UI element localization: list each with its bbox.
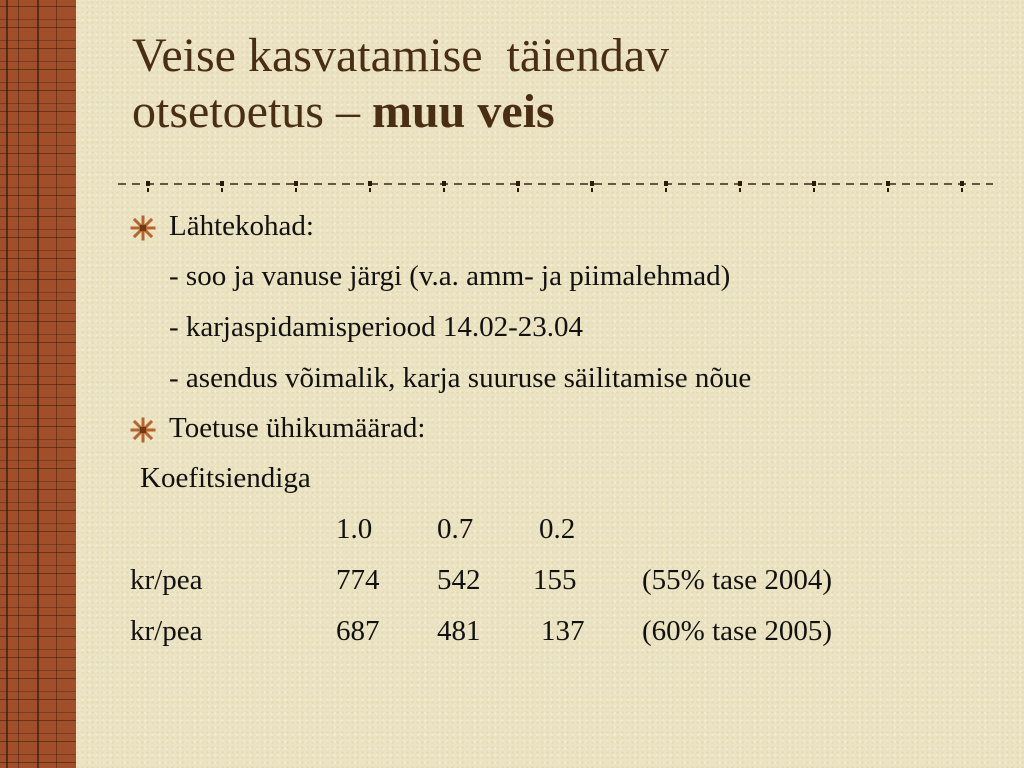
header-cell: 1.0 [336,513,373,545]
value-cell: 542 [437,564,481,596]
asterisk-star-icon [130,417,156,443]
title-line-2-bold: muu veis [371,85,555,138]
sub-item: - asendus võimalik, karja suuruse säilitamise nõue [169,362,752,394]
asterisk-star-icon [130,215,156,241]
header-cell: 0.2 [539,513,576,545]
title-line-2 [132,84,1002,140]
row-note: (55% tase 2004) [642,564,833,596]
bullet-label: Lähtekohad: [169,210,314,242]
sub-item: - soo ja vanuse järgi (v.a. amm- ja piimalehmad) [169,260,731,292]
slide-title [132,28,1002,140]
row-label: kr/pea [130,615,203,647]
value-cell: 774 [336,564,380,596]
value-cell: 155 [533,564,577,596]
value-cell: 481 [437,615,481,647]
title-line-1: Veise kasvatamise täiendav [132,29,670,82]
header-cell: 0.7 [437,513,474,545]
row-label: kr/pea [130,564,203,596]
title-line-2-prefix: otsetoetus – [132,85,372,138]
decorative-side-strip [0,0,76,768]
value-cell: 137 [541,615,585,647]
value-cell: 687 [336,615,380,647]
dotted-divider [118,176,993,196]
table-caption: Koefitsiendiga [140,462,311,494]
sub-item: - karjaspidamisperiood 14.02-23.04 [169,311,583,343]
bullet-label: Toetuse ühikumäärad: [169,412,426,444]
row-note: (60% tase 2005) [642,615,833,647]
